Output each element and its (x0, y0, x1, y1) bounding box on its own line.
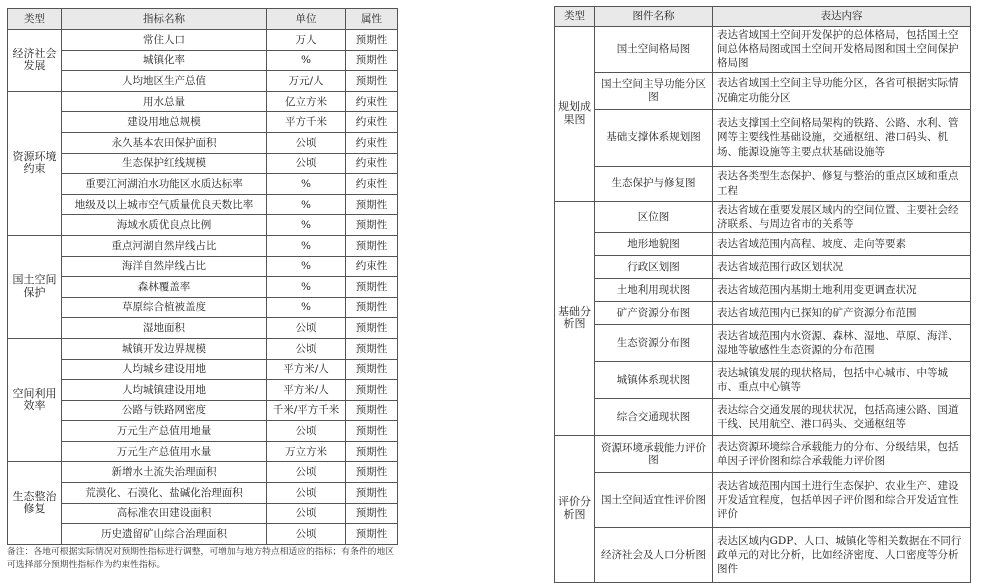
unit-cell: % (267, 50, 346, 71)
header-unit: 单位 (267, 9, 346, 30)
indicator-name-cell: 荒漠化、石漠化、盐碱化治理面积 (62, 483, 267, 504)
table-row (555, 232, 971, 255)
unit-cell: 平方米/人 (267, 380, 346, 401)
content-cell: 表达省域在重要发展区域内的空间位置、主要社会经济联系、与周边省市的关系等 (713, 201, 971, 232)
table-row (555, 324, 971, 361)
category-cell: 资源环境约束 (8, 91, 62, 235)
unit-cell: % (267, 174, 346, 195)
attribute-cell: 预期性 (346, 50, 398, 71)
attribute-cell: 预期性 (346, 503, 398, 524)
unit-cell: 公顷 (267, 483, 346, 504)
table-row (8, 71, 398, 92)
header-type: 类型 (555, 7, 595, 27)
unit-cell: 万人 (267, 30, 346, 51)
table-row (555, 472, 971, 527)
attribute-cell: 约束性 (346, 174, 398, 195)
map-content-table (554, 6, 971, 583)
unit-cell: 万元/人 (267, 71, 346, 92)
indicator-name-cell: 用水总量 (62, 91, 267, 112)
table-note: 备注：各地可根据实际情况对预期性指标进行调整，可增加与地方特点相适应的指标；有条件的地区可选择部分预期性指标作为约束性指标。 (7, 547, 395, 570)
indicator-name-cell: 永久基本农田保护面积 (62, 132, 267, 153)
table-row (555, 301, 971, 324)
map-name-cell: 经济社会及人口分析图 (595, 527, 713, 582)
attribute-cell: 预期性 (346, 338, 398, 359)
content-cell: 表达省域范围内基期土地利用变更调查状况 (713, 278, 971, 301)
table-row (8, 380, 398, 401)
map-name-cell: 土地利用现状图 (595, 278, 713, 301)
table-row (8, 338, 398, 359)
table-row (8, 318, 398, 339)
attribute-cell: 预期性 (346, 359, 398, 380)
attribute-cell: 约束性 (346, 112, 398, 133)
table-row (8, 359, 398, 380)
content-cell: 表达城镇发展的现状格局，包括中心城市、中等城市、重点中心镇等 (713, 361, 971, 398)
unit-cell: % (267, 235, 346, 256)
unit-cell: 公顷 (267, 503, 346, 524)
indicator-table (7, 8, 398, 545)
attribute-cell: 约束性 (346, 256, 398, 277)
table-row (8, 297, 398, 318)
attribute-cell: 预期性 (346, 194, 398, 215)
attribute-cell: 预期性 (346, 421, 398, 442)
table-row (8, 194, 398, 215)
attribute-cell: 预期性 (346, 297, 398, 318)
table-row (8, 215, 398, 236)
table-row (8, 462, 398, 483)
table-row (8, 174, 398, 195)
header-content: 表达内容 (713, 7, 971, 27)
map-name-cell: 国土空间适宜性评价图 (595, 472, 713, 527)
content-cell: 表达支撑国土空间格局架构的铁路、公路、水利、管网等主要线性基础设施，交通枢纽、港口码头、机场、能源设施等主要点状基础设施等 (713, 109, 971, 166)
unit-cell: 公顷 (267, 524, 346, 545)
unit-cell: 公顷 (267, 462, 346, 483)
indicator-name-cell: 重要江河湖泊水功能区水质达标率 (62, 174, 267, 195)
unit-cell: 千米/平方千米 (267, 400, 346, 421)
indicator-name-cell: 生态保护红线规模 (62, 153, 267, 174)
indicator-name-cell: 高标准农田建设面积 (62, 503, 267, 524)
content-cell: 表达省域范围内高程、坡度、走向等要素 (713, 232, 971, 255)
category-cell: 基础分析图 (555, 201, 595, 435)
content-cell: 表达省域范围行政区划状况 (713, 255, 971, 278)
unit-cell: % (267, 297, 346, 318)
map-name-cell: 生态资源分布图 (595, 324, 713, 361)
category-cell: 经济社会发展 (8, 30, 62, 92)
indicator-name-cell: 城镇开发边界规模 (62, 338, 267, 359)
map-name-cell: 城镇体系现状图 (595, 361, 713, 398)
unit-cell: 平方米/人 (267, 359, 346, 380)
attribute-cell: 预期性 (346, 524, 398, 545)
unit-cell: 万立方米 (267, 441, 346, 462)
table-row (555, 527, 971, 582)
header-indicator-name: 指标名称 (62, 9, 267, 30)
table-row (555, 72, 971, 109)
content-cell: 表达综合交通发展的现状状况，包括高速公路、国道干线、民用航空、港口码头、交通枢纽等 (713, 398, 971, 435)
content-cell: 表达资源环境综合承载能力的分布、分级结果，包括单因子评价图和综合承载能力评价图 (713, 435, 971, 472)
map-name-cell: 综合交通现状图 (595, 398, 713, 435)
attribute-cell: 预期性 (346, 277, 398, 298)
map-name-cell: 国土空间主导功能分区图 (595, 72, 713, 109)
attribute-cell: 约束性 (346, 91, 398, 112)
attribute-cell: 预期性 (346, 30, 398, 51)
attribute-cell: 预期性 (346, 71, 398, 92)
indicator-name-cell: 常住人口 (62, 30, 267, 51)
attribute-cell: 预期性 (346, 318, 398, 339)
unit-cell: 公顷 (267, 132, 346, 153)
category-cell: 评价分析图 (555, 435, 595, 582)
category-cell: 国土空间保护 (8, 235, 62, 338)
table-row (8, 277, 398, 298)
map-name-cell: 生态保护与修复图 (595, 166, 713, 201)
unit-cell: % (267, 215, 346, 236)
unit-cell: 亿立方米 (267, 91, 346, 112)
content-cell: 表达各类型生态保护、修复与整治的重点区域和重点工程 (713, 166, 971, 201)
map-name-cell: 国土空间格局图 (595, 27, 713, 73)
unit-cell: % (267, 277, 346, 298)
indicator-name-cell: 人均城镇建设用地 (62, 380, 267, 401)
indicator-name-cell: 历史遗留矿山综合治理面积 (62, 524, 267, 545)
table-row (8, 483, 398, 504)
indicator-name-cell: 地级及以上城市空气质量优良天数比率 (62, 194, 267, 215)
map-name-cell: 矿产资源分布图 (595, 301, 713, 324)
unit-cell: 公顷 (267, 318, 346, 339)
indicator-name-cell: 草原综合植被盖度 (62, 297, 267, 318)
table-row (555, 278, 971, 301)
map-name-cell: 地形地貌图 (595, 232, 713, 255)
indicator-name-cell: 新增水土流失治理面积 (62, 462, 267, 483)
table-row (8, 153, 398, 174)
unit-cell: % (267, 194, 346, 215)
indicator-name-cell: 森林覆盖率 (62, 277, 267, 298)
content-cell: 表达省域范围内已探知的矿产资源分布范围 (713, 301, 971, 324)
table-row (555, 109, 971, 166)
unit-cell: 公顷 (267, 153, 346, 174)
indicator-name-cell: 万元生产总值用地量 (62, 421, 267, 442)
table-row (555, 27, 971, 73)
unit-cell: 公顷 (267, 421, 346, 442)
content-cell: 表达省域国土空间主导功能分区，各省可根据实际情况确定功能分区 (713, 72, 971, 109)
header-attribute: 属性 (346, 9, 398, 30)
table-row (8, 441, 398, 462)
map-name-cell: 区位图 (595, 201, 713, 232)
category-cell: 空间利用效率 (8, 338, 62, 462)
content-cell: 表达省域范围内水资源、森林、湿地、草原、海洋、湿地等敏感性生态资源的分布范围 (713, 324, 971, 361)
table-row (8, 524, 398, 545)
table-row (8, 503, 398, 524)
indicator-name-cell: 海洋自然岸线占比 (62, 256, 267, 277)
content-cell: 表达省域范围内国土进行生态保护、农业生产、建设开发适宜程度，包括单因子评价图和综合开发适宜性评价 (713, 472, 971, 527)
map-name-cell: 基础支撑体系规划图 (595, 109, 713, 166)
attribute-cell: 预期性 (346, 441, 398, 462)
table-row (8, 235, 398, 256)
attribute-cell: 预期性 (346, 462, 398, 483)
attribute-cell: 预期性 (346, 483, 398, 504)
table-row (555, 435, 971, 472)
attribute-cell: 约束性 (346, 153, 398, 174)
indicator-name-cell: 人均城乡建设用地 (62, 359, 267, 380)
table-row (8, 132, 398, 153)
attribute-cell: 预期性 (346, 215, 398, 236)
indicator-name-cell: 湿地面积 (62, 318, 267, 339)
table-row (8, 30, 398, 51)
indicator-name-cell: 公路与铁路网密度 (62, 400, 267, 421)
map-name-cell: 行政区划图 (595, 255, 713, 278)
table-row (555, 398, 971, 435)
unit-cell: 平方千米 (267, 112, 346, 133)
attribute-cell: 预期性 (346, 235, 398, 256)
table-row (8, 400, 398, 421)
indicator-name-cell: 重点河湖自然岸线占比 (62, 235, 267, 256)
unit-cell: 公顷 (267, 338, 346, 359)
indicator-name-cell: 海域水质优良点比例 (62, 215, 267, 236)
content-cell: 表达省域国土空间开发保护的总体格局，包括国土空间总体格局图或国土空间开发格局图和国土空间保护格局图 (713, 27, 971, 73)
indicator-name-cell: 城镇化率 (62, 50, 267, 71)
table-row (555, 166, 971, 201)
indicator-name-cell: 万元生产总值用水量 (62, 441, 267, 462)
unit-cell: % (267, 256, 346, 277)
attribute-cell: 预期性 (346, 400, 398, 421)
table-row (555, 201, 971, 232)
header-map-name: 图件名称 (595, 7, 713, 27)
table-row (8, 112, 398, 133)
table-row (8, 256, 398, 277)
table-row (555, 255, 971, 278)
header-type: 类型 (8, 9, 62, 30)
table-row (8, 91, 398, 112)
attribute-cell: 预期性 (346, 380, 398, 401)
attribute-cell: 约束性 (346, 132, 398, 153)
category-cell: 规划成果图 (555, 27, 595, 202)
map-name-cell: 资源环境承载能力评价图 (595, 435, 713, 472)
indicator-name-cell: 人均地区生产总值 (62, 71, 267, 92)
category-cell: 生态整治修复 (8, 462, 62, 544)
indicator-name-cell: 建设用地总规模 (62, 112, 267, 133)
table-row (8, 421, 398, 442)
table-row (555, 361, 971, 398)
content-cell: 表达区域内GDP、人口、城镇化等相关数据在不同行政单元的对比分析，比如经济密度、人口密度等分析图件 (713, 527, 971, 582)
table-row (8, 50, 398, 71)
